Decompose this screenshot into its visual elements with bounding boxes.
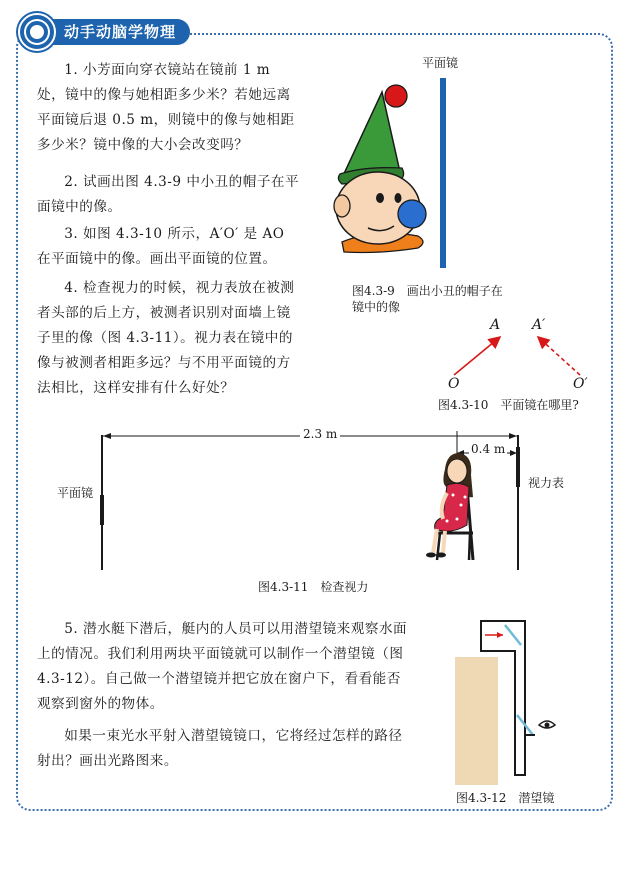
label-a: A — [490, 317, 501, 333]
chart-label: 视力表 — [528, 476, 565, 490]
wall — [455, 657, 498, 785]
clown-figure — [320, 70, 460, 270]
clown-ball — [385, 85, 407, 107]
section-title: 动手动脑学物理 — [42, 19, 190, 45]
question-4: 4. 检查视力的时候，视力表放在被测者头部的后上方，被测者识别对面墙上镜子里的像（图 4.3-11）。视力表在镜中的像与被测者相距多远？与不用平面镜的方法相比，这样安排有什么好处？ — [37, 280, 295, 396]
fig439-mirror-label: 平面镜 — [422, 56, 459, 70]
label-a-prime: A′ — [532, 317, 546, 333]
question-3: 3. 如图 4.3-10 所示，A′O′ 是 AO 在平面镜中的像。画出平面镜的位置。 — [37, 226, 285, 267]
periscope-figure — [455, 615, 575, 785]
fig439-mirror — [440, 78, 446, 268]
mirror-label: 平面镜 — [57, 486, 94, 500]
target-icon — [18, 13, 56, 51]
question-5b: 如果一束光水平射入潜望镜镜口，它将经过怎样的路径射出？画出光路图来。 — [37, 728, 403, 769]
question-2: 2. 试画出图 4.3-9 中小丑的帽子在平面镜中的像。 — [37, 174, 300, 215]
seated-person — [426, 453, 473, 560]
fig439-caption: 图4.3-9 画出小丑的帽子在镜中的像 — [352, 284, 503, 314]
label-o: O — [448, 376, 460, 392]
question-1: 1. 小芳面向穿衣镜站在镜前 1 m 处，镜中的像与她相距多少米？若她远离平面镜后退 0.5 m，则镜中的像与她相距多少米？镜中像的大小会改变吗？ — [37, 62, 295, 153]
dist-chart-label: 0.4 m — [471, 442, 506, 456]
ray-ao — [454, 337, 500, 375]
label-o-prime: O′ — [573, 376, 588, 392]
section-header — [18, 14, 190, 50]
dist-total-label: 2.3 m — [300, 427, 340, 441]
fig4310-caption: 图4.3-10 平面镜在哪里? — [438, 398, 579, 412]
fig4312-caption: 图4.3-12 潜望镜 — [456, 791, 555, 805]
ray-a-prime-o-prime — [538, 337, 580, 375]
question-5a: 5. 潜水艇下潜后，艇内的人员可以用潜望镜来观察水面上的情况。我们利用两块平面镜就可以制作一个潜望镜（图 4.3-12）。自己做一个潜望镜并把它放在窗户下，看看能否观察到窗外的物体。 — [37, 621, 408, 712]
fig4311-caption: 图4.3-11 检查视力 — [258, 580, 369, 594]
clown-nose — [398, 200, 426, 228]
